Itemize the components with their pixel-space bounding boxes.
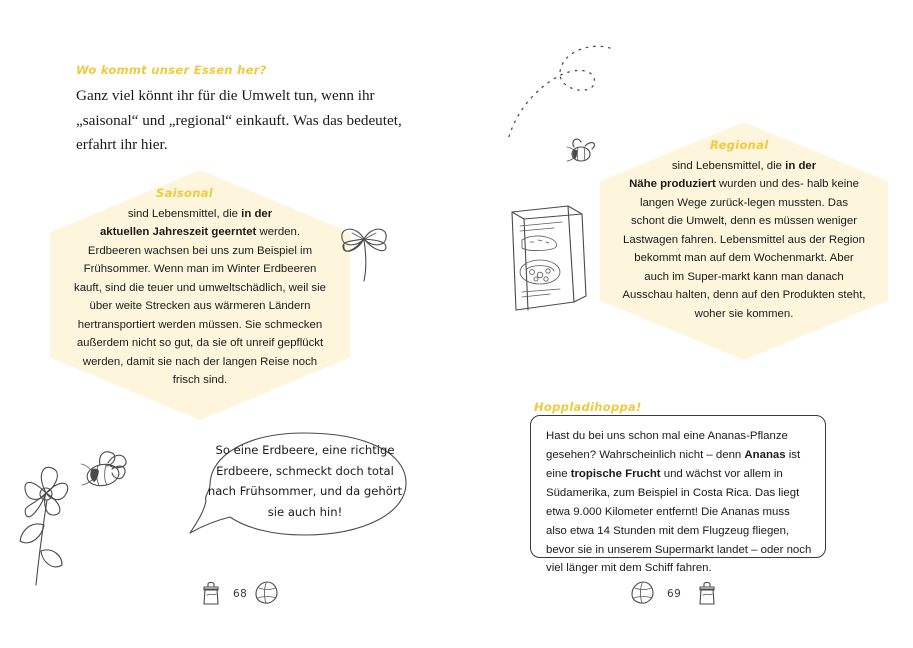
regional-line2-post: wurden und des- xyxy=(715,178,804,191)
honey-jar-icon xyxy=(692,578,722,608)
page-number-right: 69 xyxy=(667,588,682,600)
callout-seg-1: Ananas xyxy=(744,448,786,461)
hexagon-regional-label: Regional xyxy=(710,138,769,152)
callout-seg-2: ist eine xyxy=(546,448,801,480)
saisonal-line1-bold: in der xyxy=(241,208,273,220)
hexagon-saisonal-body xyxy=(72,205,328,390)
regional-line2-bold: Nähe produziert xyxy=(629,178,716,191)
regional-body-text: halb keine langen Wege zurück-legen mussten. Das schont die Umwelt, denn es müssen weniger Lastwagen fahren. Lebensmittel aus der Region bekommt man auf dem Wochenmarkt. Aber auch im Super-markt kann man danach Ausschau halten, denn auf den Produkten steht, woher sie kommen. xyxy=(622,178,866,320)
honey-jar-icon xyxy=(196,578,226,608)
regional-line1-pre: sind Lebensmittel, die xyxy=(671,160,786,172)
saisonal-line2-post: werden. xyxy=(256,226,301,239)
hexagon-regional-body xyxy=(622,157,866,323)
walnut-icon xyxy=(628,580,656,606)
intro-paragraph: Ganz viel könnt ihr für die Umwelt tun, wenn ihr „saisonal“ und „regional“ einkauft. Was das bedeutet, erfahrt ihr hier. xyxy=(76,87,402,154)
bee-icon xyxy=(560,132,602,168)
regional-line1-bold: in der xyxy=(785,160,817,172)
saisonal-line1-pre: sind Lebensmittel, die xyxy=(127,208,242,220)
walnut-icon xyxy=(252,580,280,606)
callout-label: Hoppladihoppa! xyxy=(534,400,642,414)
callout-seg-3: tropische Frucht xyxy=(570,467,661,480)
page-title: Wo kommt unser Essen her? xyxy=(76,63,267,77)
page-number-left: 68 xyxy=(233,588,248,600)
clover-leaf-icon xyxy=(330,205,400,285)
callout-seg-4: und wächst vor allem in Südamerika, zum Beispiel in Costa Rica. Das liegt etwa 9.000 Kilometer entfernt! Die Ananas muss also etwa 14 Stunden mit dem Flugzeug fliegen, bevor sie in unserem Supermarkt landet – oder noch viel länger mit dem Schiff fahren. xyxy=(546,467,812,575)
saisonal-body-text: Erdbeeren wachsen bei uns zum Beispiel im Frühsommer. Wenn man im Winter Erdbeeren kauft, sind die teuer und umweltschädlich, weil sie über weite Strecken aus wärmeren Ländern hertransportiert werden müssen. Sie schmecken außerdem nicht so gut, da sie oft unreif gepflückt werden, damit sie nach der langen Reise noch frisch sind. xyxy=(74,244,326,387)
saisonal-line2-bold: aktuellen Jahreszeit geerntet xyxy=(99,226,257,239)
muesli-box-icon xyxy=(494,192,604,322)
bee-on-flower-illustration xyxy=(0,425,175,590)
hexagon-saisonal-label: Saisonal xyxy=(156,186,214,200)
speech-bubble-text: So eine Erdbeere, eine richtige Erdbeere, schmeckt doch total nach Frühsommer, und da gehört sie auch hin! xyxy=(207,443,403,519)
callout-seg-0: Hast du bei uns schon mal eine Ananas-Pflanze gesehen? Wahrscheinlich nicht – denn xyxy=(546,430,788,461)
callout-box-text xyxy=(546,427,812,578)
